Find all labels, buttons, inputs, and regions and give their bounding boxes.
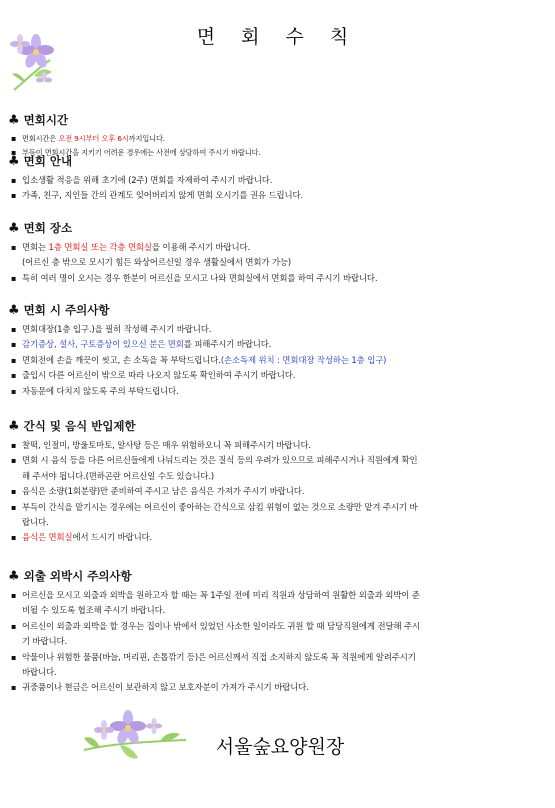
list-item: ▪ 음식은 면회실에서 드시기 바랍니다. <box>8 530 548 545</box>
list-item: ▪ 부득이 간식을 맡기시는 경우에는 어르신이 좋아하는 간식으로 삼킴 위험이 없는 것으로 소량만 맡겨 주시기 바 <box>8 500 548 515</box>
list-item: ▪ 면회전에 손을 깨끗이 씻고, 손 소독을 꼭 부탁드립니다.(손소독제 위치 : 면회대장 작성하는 1층 입구) <box>8 353 548 368</box>
section-heading: ♣ 간식 및 음식 반입제한 <box>8 418 136 434</box>
list-item-continuation: 랍니다. <box>22 517 49 528</box>
list-item-continuation: 바랍니다. <box>22 667 57 678</box>
list-item-continuation: 기 바랍니다. <box>22 636 68 647</box>
section-heading: ♣ 면회 시 주의사항 <box>8 302 110 318</box>
list-item: ▪ 면회대장(1층 입구.)을 필히 작성해 주시기 바랍니다. <box>8 322 548 337</box>
list-item: ▪ 어르신을 모시고 외출과 외박을 원하고자 할 때는 꼭 1주일 전에 미리 직원과 상담하여 원활한 외출과 외박이 준 <box>8 588 548 603</box>
section-heading: ♣ 외출 외박시 주의사항 <box>8 568 132 584</box>
list-item: ▪ 특히 여러 명이 오시는 경우 한분이 어르신을 모시고 나와 면회실에서 면회를 하여 주시기 바랍니다. <box>8 271 548 286</box>
club-icon: ♣ <box>8 153 20 169</box>
list-item: ▪ 가족, 친구, 지인들 간의 관계도 잊어버리지 않게 면회 오시기를 권유 드립니다. <box>8 188 548 203</box>
club-icon: ♣ <box>8 568 20 584</box>
list-item: ▪ 면회시간은 오전 9시부터 오후 6시까지입니다. <box>8 132 548 146</box>
club-icon: ♣ <box>8 220 20 236</box>
flower-branch-decoration-icon <box>80 700 190 770</box>
club-icon: ♣ <box>8 112 20 128</box>
list-item: ▪ 찰떡, 인절미, 방울토마토, 알사탕 등은 매우 위험하오니 꼭 피해주시기 바랍니다. <box>8 438 548 453</box>
list-item: ▪ 면회 시 음식 등을 다른 어르신들에게 나눠드리는 것은 질식 등의 우려가 있으므로 피해주시거나 직원에게 확인 <box>8 453 548 468</box>
list-item: ▪ 악물이나 위험한 물품(바늘, 머리핀, 손톱깎기 등)은 어르신께서 직접 소지하지 않도록 꼭 직원에게 알려주시기 <box>8 650 548 665</box>
club-icon: ♣ <box>8 302 20 318</box>
club-icon: ♣ <box>8 418 20 434</box>
section-visit-guide <box>8 153 548 204</box>
footer-signature: 서울숲요양원장 <box>215 736 345 758</box>
section-food-restrictions <box>8 418 548 546</box>
list-item-continuation: 비될 수 있도록 협조해 주시기 바랍니다. <box>22 605 166 616</box>
list-item-continuation: (어르신 층 밖으로 모시기 힘든 와상어르신일 경우 생활실에서 면회가 가능) <box>22 257 292 268</box>
section-visit-cautions <box>8 302 548 399</box>
list-item: ▪ 감기증상, 설사, 구토증상이 있으신 분은 면회를 피해주시기 바랍니다. <box>8 337 548 352</box>
list-item-continuation: 해 주셔야 됩니다.(면하곤란 어르신일 수도 있습니다.) <box>22 470 215 481</box>
list-item: ▪ 출입시 다른 어르신이 밖으로 따라 나오지 않도록 확인하여 주시기 바랍니다. <box>8 368 548 383</box>
section-heading: ♣ 면회 안내 <box>8 153 73 169</box>
page-title: 면 회 수 칙 <box>196 26 359 48</box>
list-item: ▪ 귀중품이나 현금은 어르신이 보관하지 않고 보호자분이 가져가 주시기 바랍니다. <box>8 680 548 695</box>
list-item: ▪ 면회는 1층 면회실 또는 각층 면회실을 이용해 주시기 바랍니다. <box>8 240 548 255</box>
list-item: ▪ 자동문에 다치지 않도록 주의 부탁드립니다. <box>8 384 548 399</box>
section-heading: ♣ 면회 장소 <box>8 220 73 236</box>
list-item: ▪ 부득이 면회시간을 지키기 어려운 경우에는 사전에 상담하여 주시기 바랍니다. <box>8 146 548 160</box>
list-item: ▪ 음식은 소량(1회분량)만 준비하여 주시고 남은 음식은 가져가 주시기 바랍니다. <box>8 484 548 499</box>
section-heading: ♣ 면회시간 <box>8 112 69 128</box>
section-visit-place <box>8 220 548 286</box>
flower-decoration-icon <box>6 30 66 94</box>
list-item: ▪ 입소생활 적응을 위해 초기에 (2주) 면회를 자제하여 주시기 바랍니다. <box>8 173 548 188</box>
list-item: ▪ 어르신이 외출과 외박을 할 경우는 집이나 밖에서 있었던 사소한 일이라도 귀원 할 때 담당직원에게 전달해 주시 <box>8 619 548 634</box>
section-outing-cautions <box>8 568 548 696</box>
